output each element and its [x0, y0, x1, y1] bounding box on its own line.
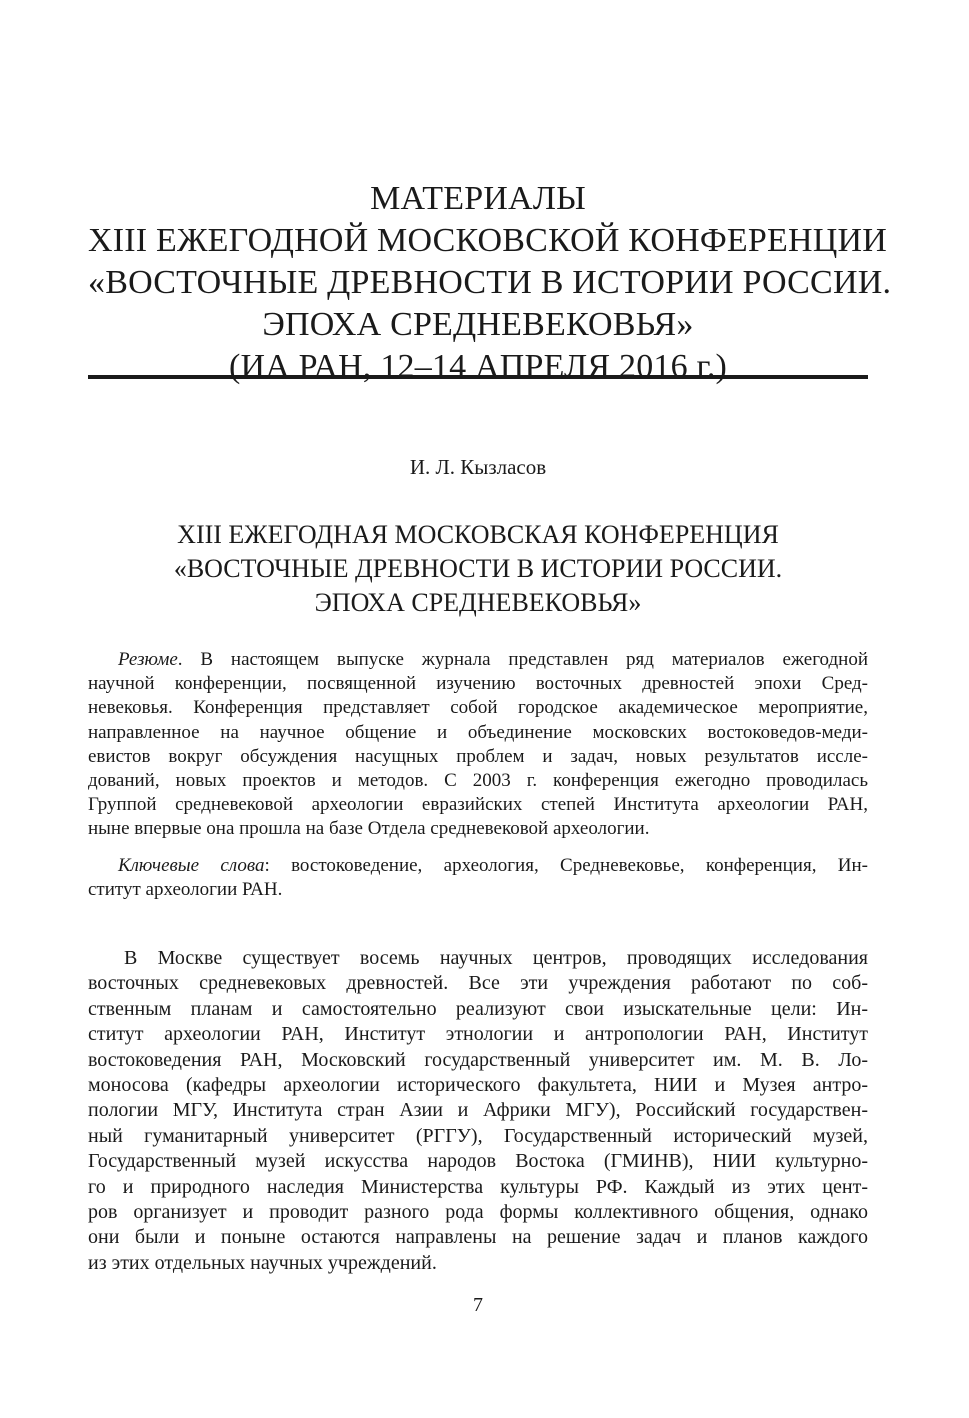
body-line: ный гуманитарный университет (РГГУ), Государственный исторический музей, — [88, 1124, 868, 1147]
section-header-line: МАТЕРИАЛЫ — [370, 180, 586, 217]
body-line: пологии МГУ, Института стран Азии и Африки МГУ), Российский государствен- — [88, 1099, 868, 1122]
abstract-line: евистов вокруг обсуждения насущных проблем и задач, новых результатов иссле- — [88, 745, 868, 767]
body-paragraph — [88, 946, 868, 1276]
article-title-line: XIII ЕЖЕГОДНАЯ МОСКОВСКАЯ КОНФЕРЕНЦИЯ — [177, 520, 779, 549]
section-header-line: «ВОСТОЧНЫЕ ДРЕВНОСТИ В ИСТОРИИ РОССИИ. — [88, 264, 892, 301]
article-title — [88, 518, 868, 620]
article-title-line: ЭПОХА СРЕДНЕВЕКОВЬЯ» — [314, 588, 642, 617]
body-line: моносова (кафедры археологии исторического факультета, НИИ и Музея антро- — [88, 1074, 868, 1097]
abstract-block — [88, 648, 868, 902]
keywords-label: Ключевые слова — [118, 854, 265, 876]
abstract-paragraph — [88, 648, 868, 842]
keywords-line: ститут археологии РАН. — [88, 878, 283, 900]
body-line: ров организует и проводит разного рода формы коллективного общения, однако — [88, 1201, 868, 1224]
body-line: Государственный музей искусства народов Востока (ГМИНВ), НИИ культурно- — [88, 1150, 868, 1173]
article-title-line: «ВОСТОЧНЫЕ ДРЕВНОСТИ В ИСТОРИИ РОССИИ. — [173, 554, 783, 583]
section-header-line: (ИА РАН, 12–14 АПРЕЛЯ 2016 г.) — [228, 348, 728, 385]
abstract-line: Группой средневековой археологии евразийских степей Института археологии РАН, — [88, 794, 868, 816]
header-divider — [88, 375, 868, 379]
abstract-line: направленное на научное общение и объединение московских востоковедов-меди- — [88, 721, 868, 743]
section-header — [88, 178, 892, 388]
body-line: из этих отдельных научных учреждений. — [88, 1251, 437, 1274]
body-line: В Москве существует восемь научных центров, проводящих исследования — [124, 947, 868, 969]
body-line: востоковедения РАН, Московский государственный университет им. М. В. Ло- — [88, 1048, 868, 1071]
page-number: 7 — [473, 1294, 483, 1316]
body-line: го и природного наследия Министерства культуры РФ. Каждый из этих цент- — [88, 1175, 868, 1198]
abstract-label: Резюме — [118, 649, 178, 670]
keywords-first-line-text: : востоковедение, археология, Средневековье, конференция, Ин- — [264, 854, 868, 876]
abstract-line: дований, новых проектов и методов. С 2003 г. конференция ежегодно проводилась — [88, 770, 868, 792]
body-line: ститут археологии РАН, Институт этнологии и антропологии РАН, Институт — [88, 1023, 868, 1046]
article-author: И. Л. Кызласов — [409, 455, 547, 479]
section-header-line: XIII ЕЖЕГОДНОЙ МОСКОВСКОЙ КОНФЕРЕНЦИИ — [88, 222, 887, 259]
abstract-line: невековья. Конференция представляет собой городское академическое мероприятие, — [88, 697, 868, 719]
abstract-first-line-text: . В настоящем выпуске журнала представлен ряд материалов ежегодной — [177, 649, 868, 670]
body-line: восточных средневековых древностей. Все эти учреждения работают по соб- — [88, 972, 868, 995]
body-line: ственным планам и самостоятельно реализуют свои изыскательные цели: Ин- — [88, 997, 868, 1020]
abstract-line: научной конференции, посвященной изучению восточных древностей эпохи Сред- — [88, 673, 868, 695]
keywords-paragraph — [88, 854, 868, 902]
keywords-line — [88, 854, 868, 878]
abstract-line: ныне впервые она прошла на базе Отдела средневековой археологии. — [88, 818, 650, 840]
abstract-line — [88, 648, 868, 672]
body-line: они были и поныне остаются направлены на решение задач и планов каждого — [88, 1226, 868, 1249]
section-header-line: ЭПОХА СРЕДНЕВЕКОВЬЯ» — [262, 306, 694, 343]
